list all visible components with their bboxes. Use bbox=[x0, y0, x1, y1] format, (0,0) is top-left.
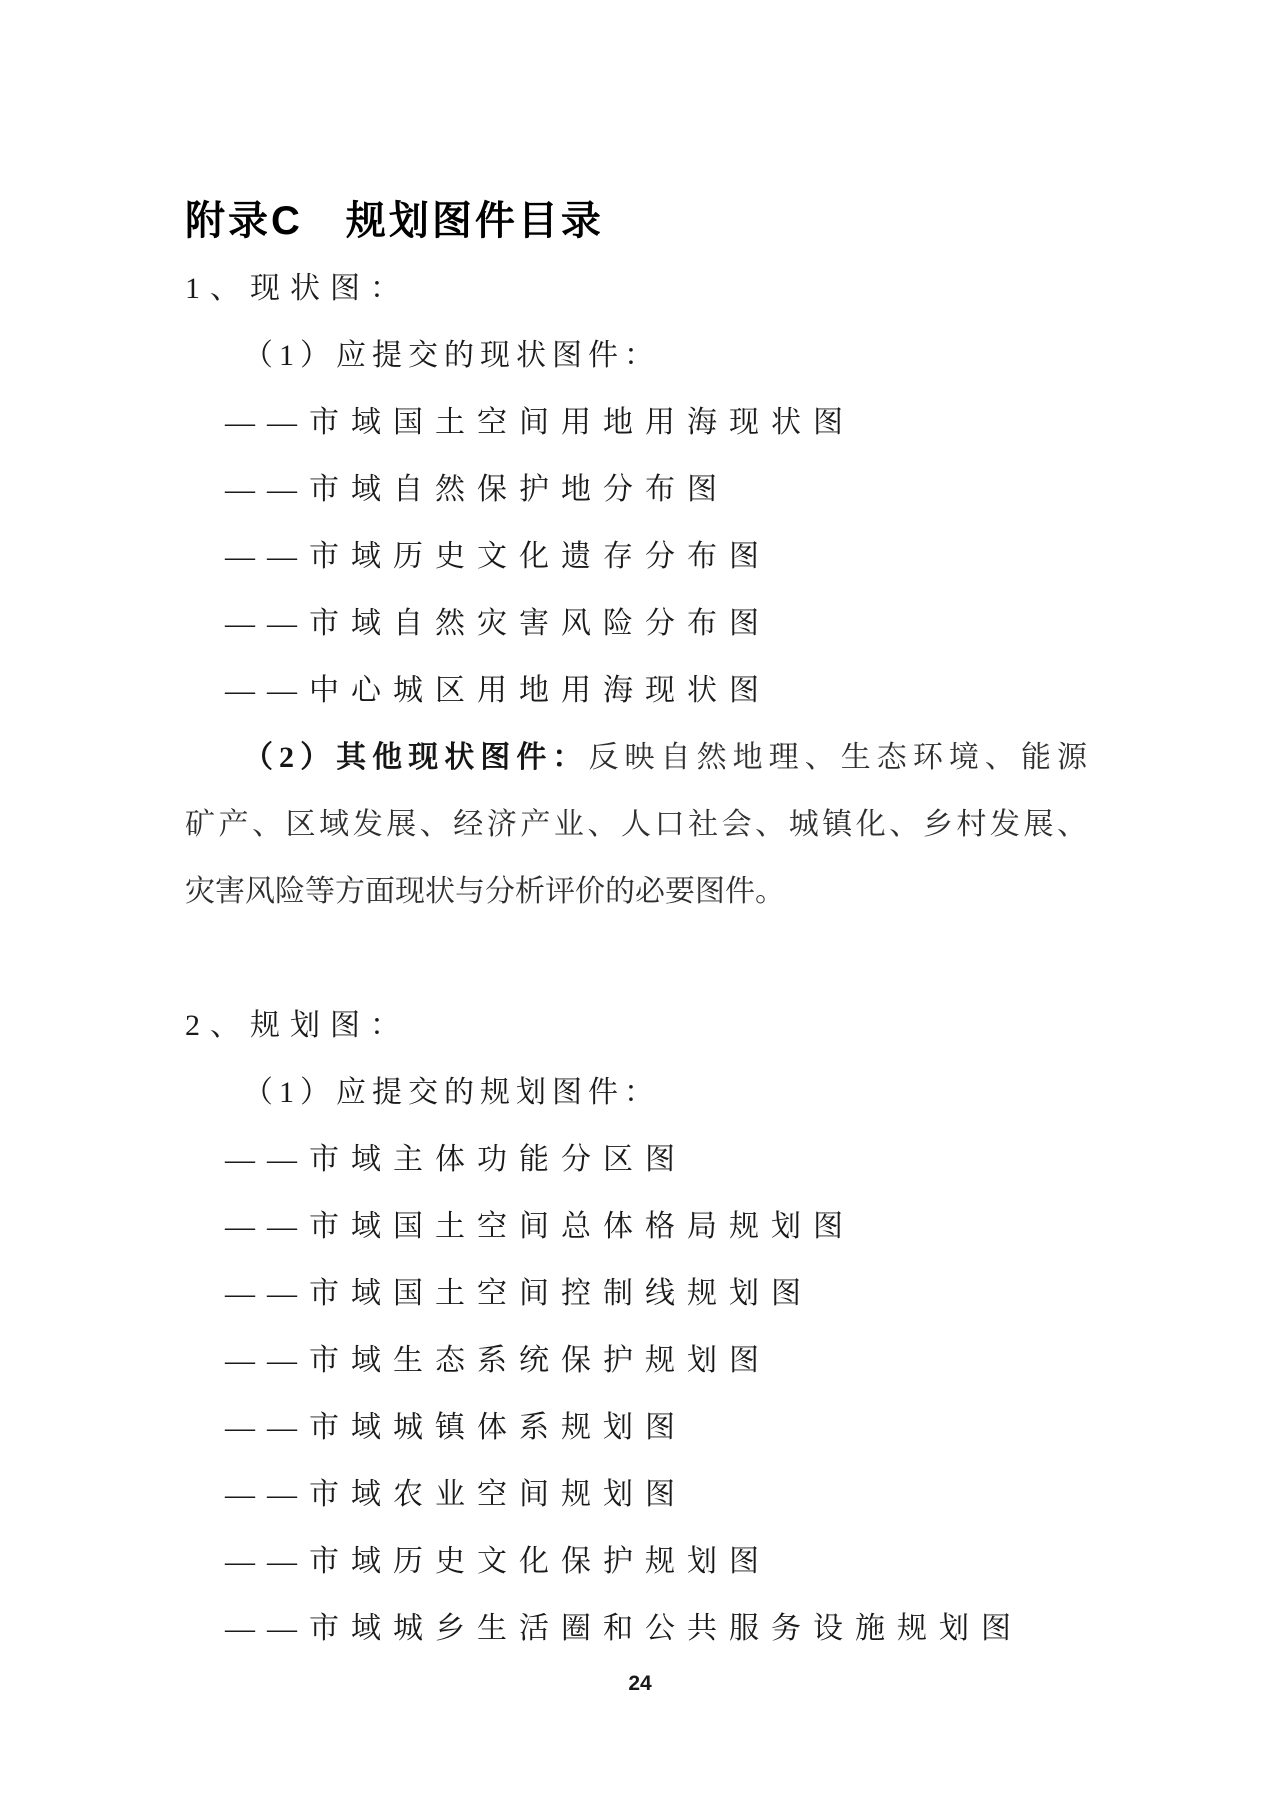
list-item: ——市域自然保护地分布图 bbox=[225, 473, 729, 506]
list-item: ——市域国土空间用地用海现状图 bbox=[225, 406, 855, 439]
list-item: ——市域历史文化保护规划图 bbox=[225, 1545, 771, 1578]
list-item: ——市域城乡生活圈和公共服务设施规划图 bbox=[225, 1612, 1023, 1645]
list-item: ——市域国土空间总体格局规划图 bbox=[225, 1210, 855, 1243]
section-2-heading: 2、规划图： bbox=[185, 1009, 410, 1042]
section-1-heading: 1、现状图： bbox=[185, 272, 410, 305]
list-item: ——市域国土空间控制线规划图 bbox=[225, 1277, 813, 1310]
subsection-heading: （1）应提交的规划图件： bbox=[243, 1076, 660, 1109]
paragraph-line: 矿产、区域发展、经济产业、人口社会、城镇化、乡村发展、 bbox=[185, 808, 1087, 841]
list-item: ——市域城镇体系规划图 bbox=[225, 1411, 687, 1444]
list-item: ——市域历史文化遗存分布图 bbox=[225, 540, 771, 573]
list-item: ——市域生态系统保护规划图 bbox=[225, 1344, 771, 1377]
paragraph-label: （2）其他现状图件： bbox=[243, 741, 589, 774]
blank-line bbox=[185, 925, 1087, 992]
subsection-heading: （1）应提交的现状图件： bbox=[243, 339, 660, 372]
page-number: 24 bbox=[628, 1672, 652, 1695]
list-item: ——市域主体功能分区图 bbox=[225, 1143, 687, 1176]
list-item: ——市域农业空间规划图 bbox=[225, 1478, 687, 1511]
page-title: 附录C 规划图件目录 bbox=[185, 199, 604, 243]
list-item: ——市域自然灾害风险分布图 bbox=[225, 607, 771, 640]
text-block bbox=[185, 188, 1087, 1662]
list-item: ——中心城区用地用海现状图 bbox=[225, 674, 771, 707]
paragraph-line: 灾害风险等方面现状与分析评价的必要图件。 bbox=[185, 875, 785, 908]
paragraph-line bbox=[185, 724, 1087, 791]
paragraph-text: 反映自然地理、生态环境、能源 bbox=[588, 741, 1087, 774]
